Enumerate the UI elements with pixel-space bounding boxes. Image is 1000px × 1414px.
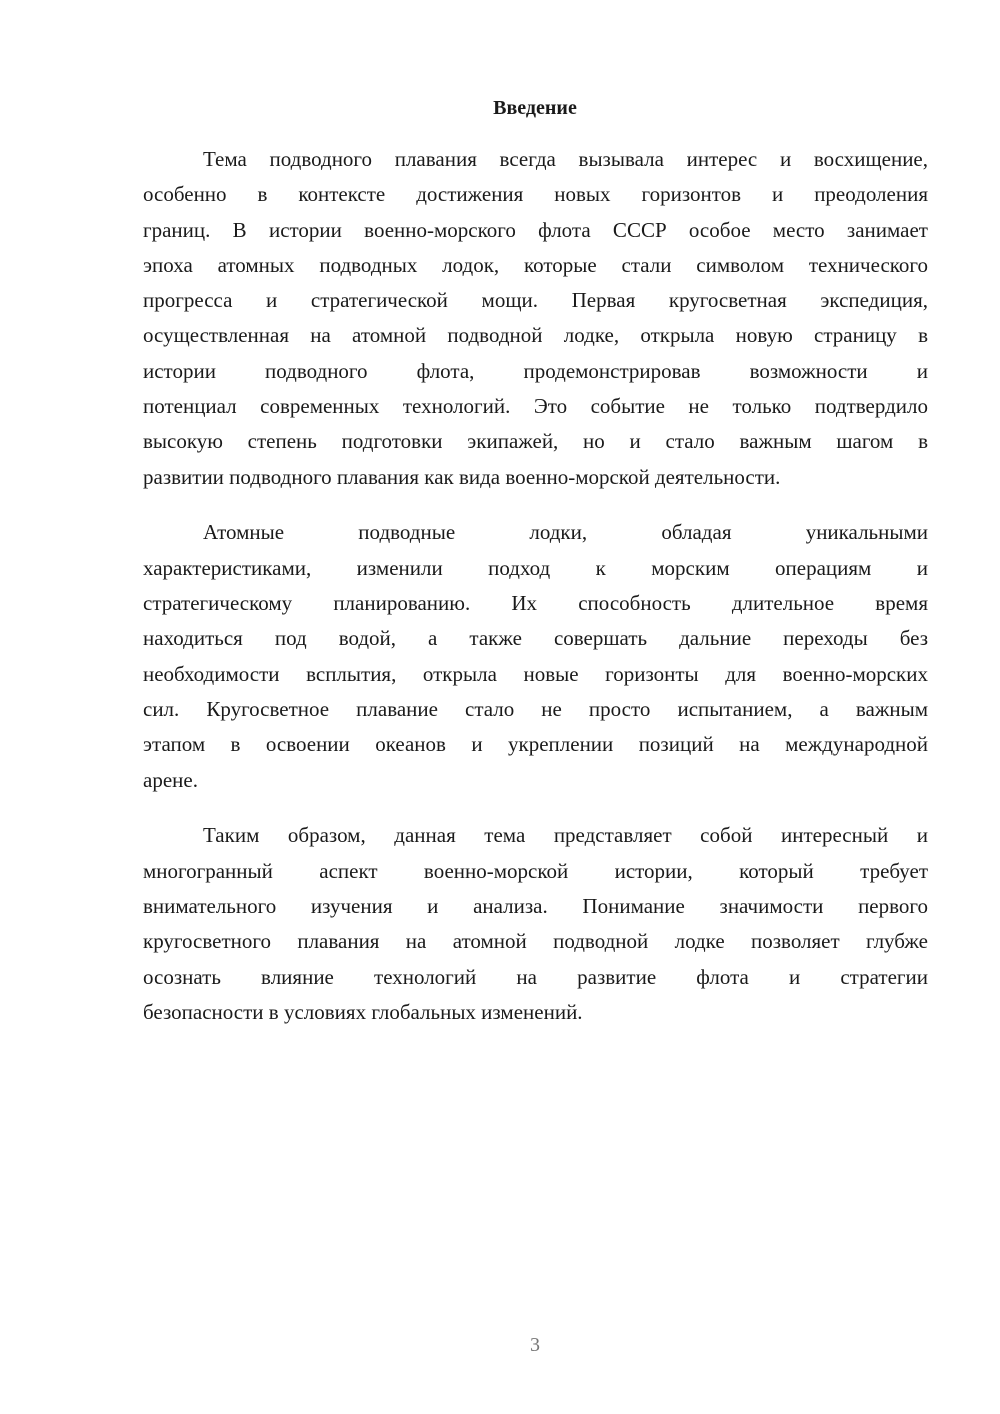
text-line: высокую степень подготовки экипажей, но и стало важным шагом в: [143, 429, 928, 454]
page-number: 3: [530, 1334, 540, 1356]
text-line: прогресса и стратегической мощи. Первая кругосветная экспедиция,: [143, 288, 928, 313]
text-line: развитии подводного плавания как вида военно-морской деятельности.: [143, 464, 781, 489]
text-line: характеристиками, изменили подход к морским операциям и: [143, 555, 928, 580]
text-line: безопасности в условиях глобальных изменений.: [143, 999, 583, 1024]
text-line: необходимости всплытия, открыла новые горизонты для военно-морских: [143, 661, 928, 686]
section-title: Введение: [493, 97, 577, 119]
text-line: Тема подводного плавания всегда вызывала интерес и восхищение,: [203, 147, 928, 171]
text-line: многогранный аспект военно-морской истории, который требует: [143, 858, 928, 883]
paragraph: [143, 515, 928, 797]
text-line: этапом в освоении океанов и укреплении позиций на международной: [143, 732, 928, 757]
text-line: Таким образом, данная тема представляет собой интересный и: [203, 823, 928, 848]
text-line: находиться под водой, а также совершать дальние переходы без: [143, 626, 928, 651]
text-line: особенно в контексте достижения новых горизонтов и преодоления: [143, 182, 928, 207]
text-line: внимательного изучения и анализа. Понимание значимости первого: [143, 893, 928, 918]
paragraph: [143, 142, 928, 495]
text-line: Атомные подводные лодки, обладая уникальными: [203, 520, 928, 545]
text-line: потенциал современных технологий. Это событие не только подтвердило: [143, 394, 928, 419]
text-line: арене.: [143, 767, 198, 792]
text-line: эпоха атомных подводных лодок, которые стали символом технического: [143, 252, 928, 277]
text-line: сил. Кругосветное плавание стало не просто испытанием, а важным: [143, 696, 928, 721]
text-line: границ. В истории военно-морского флота СССР особое место занимает: [143, 217, 928, 242]
text-line: кругосветного плавания на атомной подводной лодке позволяет глубже: [143, 929, 928, 954]
document-body: [143, 142, 928, 1051]
text-line: осознать влияние технологий на развитие флота и стратегии: [143, 964, 928, 989]
text-line: стратегическому планированию. Их способность длительное время: [143, 591, 928, 616]
paragraph: [143, 818, 928, 1030]
text-line: истории подводного флота, продемонстрировав возможности и: [143, 358, 928, 383]
text-line: осуществленная на атомной подводной лодке, открыла новую страницу в: [143, 323, 928, 348]
